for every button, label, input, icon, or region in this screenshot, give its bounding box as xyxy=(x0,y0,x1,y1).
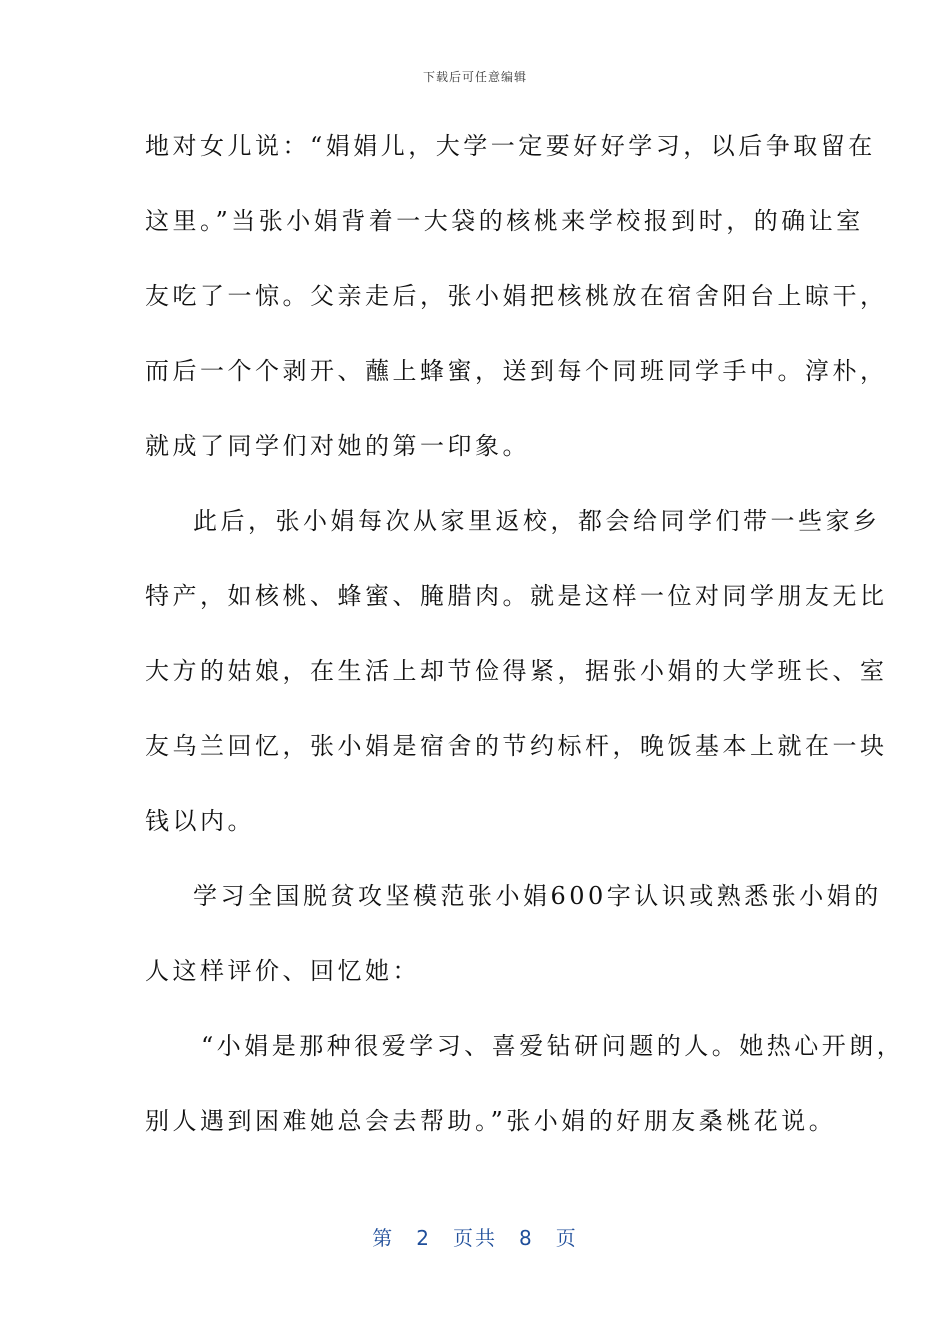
page-footer xyxy=(0,1222,950,1251)
paragraph-line: 友吃了一惊。父亲走后，张小娟把核桃放在宿舍阳台上晾干， xyxy=(145,282,888,310)
footer-suffix: 页 xyxy=(555,1226,578,1250)
paragraph-line: 人这样评价、回忆她： xyxy=(145,957,420,985)
paragraph-line: 而后一个个剥开、蘸上蜂蜜，送到每个同班同学手中。淳朴， xyxy=(145,357,888,385)
paragraph-line: 钱以内。 xyxy=(145,807,255,835)
paragraph-line: “小娟是那种很爱学习、喜爱钻研问题的人。她热心开朗， xyxy=(201,1032,905,1060)
paragraph-line: 这里。”当张小娟背着一大袋的核桃来学校报到时，的确让室 xyxy=(145,207,864,235)
paragraph-line: 就成了同学们对她的第一印象。 xyxy=(145,432,530,460)
paragraph-line: 特产，如核桃、蜂蜜、腌腊肉。就是这样一位对同学朋友无比 xyxy=(145,582,888,610)
footer-prefix: 第 xyxy=(372,1226,395,1250)
footer-total-pages: 8 xyxy=(519,1226,534,1250)
paragraph-line: 友乌兰回忆，张小娟是宿舍的节约标杆，晚饭基本上就在一块 xyxy=(145,732,888,760)
body-text xyxy=(145,122,905,1172)
paragraph-line: 地对女儿说：“娟娟儿，大学一定要好好学习，以后争取留在 xyxy=(145,132,876,160)
paragraph-line: 此后，张小娟每次从家里返校，都会给同学们带一些家乡 xyxy=(193,507,881,535)
header-note: 下载后可任意编辑 xyxy=(422,70,527,84)
paragraph-line: 大方的姑娘，在生活上却节俭得紧，据张小娟的大学班长、室 xyxy=(145,657,888,685)
paragraph-line: 别人遇到困难她总会去帮助。”张小娟的好朋友桑桃花说。 xyxy=(145,1107,837,1135)
paragraph-line: 学习全国脱贫攻坚模范张小娟600字认识或熟悉张小娟的 xyxy=(193,882,882,910)
footer-current-page: 2 xyxy=(416,1226,431,1250)
footer-middle: 页共 xyxy=(453,1226,497,1250)
